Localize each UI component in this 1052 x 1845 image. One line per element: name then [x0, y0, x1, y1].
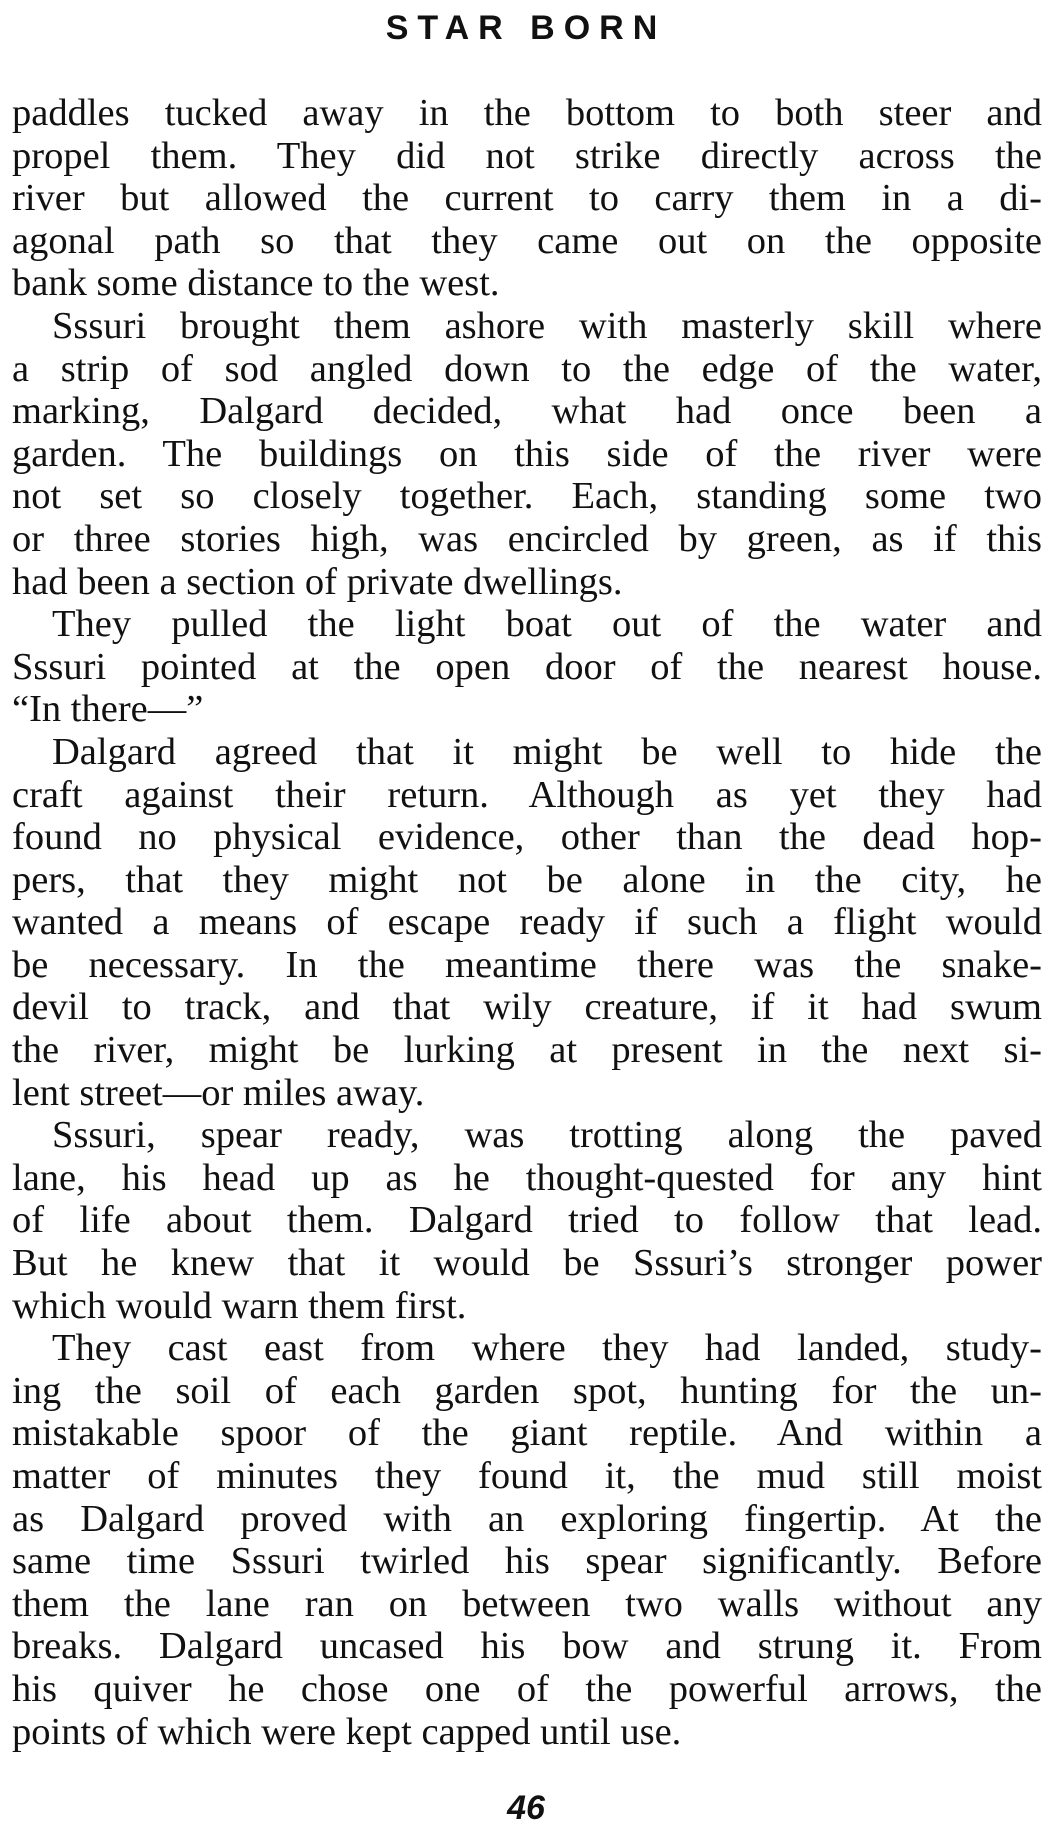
- text-line: agonal path so that they came out on the opposite: [12, 219, 1042, 262]
- body-text: [12, 92, 1042, 1753]
- page-number: 46: [507, 1789, 545, 1827]
- text-line: They cast east from where they had landed, study-: [52, 1327, 1042, 1370]
- paragraph: [12, 603, 1042, 731]
- paragraph: [12, 92, 1042, 305]
- text-line: river but allowed the current to carry them in a di-: [12, 177, 1042, 220]
- text-line: Sssuri brought them ashore with masterly skill where: [52, 304, 1042, 347]
- text-line: be necessary. In the meantime there was the snake-: [12, 943, 1042, 986]
- text-line: mistakable spoor of the giant reptile. And within a: [12, 1412, 1042, 1455]
- paragraph: [12, 1114, 1042, 1327]
- text-line: not set so closely together. Each, standing some two: [12, 475, 1042, 518]
- paragraph: [12, 305, 1042, 603]
- text-line: ing the soil of each garden spot, hunting for the un-: [12, 1369, 1042, 1412]
- running-head: STAR BORN: [385, 9, 667, 47]
- text-line: paddles tucked away in the bottom to both steer and: [12, 92, 1042, 134]
- text-line: But he knew that it would be Sssuri’s stronger power: [12, 1242, 1042, 1285]
- paragraph: [12, 731, 1042, 1114]
- text-line: had been a section of private dwellings.: [12, 560, 623, 603]
- text-line: pers, that they might not be alone in the city, he: [12, 858, 1042, 901]
- text-line: “In there—”: [12, 688, 204, 731]
- text-line: points of which were kept capped until use.: [12, 1710, 682, 1753]
- text-line: Dalgard agreed that it might be well to hide the: [52, 730, 1042, 773]
- paragraph: [12, 1327, 1042, 1753]
- text-line: matter of minutes they found it, the mud still moist: [12, 1455, 1042, 1497]
- text-line: lent street—or miles away.: [12, 1071, 425, 1114]
- text-line: bank some distance to the west.: [12, 262, 500, 305]
- text-line: or three stories high, was encircled by green, as if this: [12, 517, 1042, 560]
- text-line: breaks. Dalgard uncased his bow and strung it. From: [12, 1625, 1042, 1668]
- text-line: marking, Dalgard decided, what had once been a: [12, 390, 1042, 433]
- text-line: as Dalgard proved with an exploring fingertip. At the: [12, 1497, 1042, 1540]
- text-line: Sssuri, spear ready, was trotting along the paved: [52, 1114, 1042, 1157]
- text-line: garden. The buildings on this side of the river were: [12, 432, 1042, 475]
- text-line: They pulled the light boat out of the water and: [52, 603, 1042, 646]
- text-line: craft against their return. Although as yet they had: [12, 773, 1042, 816]
- text-line: same time Sssuri twirled his spear significantly. Before: [12, 1540, 1042, 1583]
- text-line: which would warn them first.: [12, 1284, 467, 1327]
- text-line: devil to track, and that wily creature, if it had swum: [12, 986, 1042, 1029]
- text-line: his quiver he chose one of the powerful arrows, the: [12, 1667, 1042, 1710]
- text-line: a strip of sod angled down to the edge of the water,: [12, 347, 1042, 390]
- text-line: found no physical evidence, other than the dead hop-: [12, 816, 1042, 859]
- text-line: of life about them. Dalgard tried to follow that lead.: [12, 1199, 1042, 1242]
- text-line: lane, his head up as he thought-quested for any hint: [12, 1156, 1042, 1199]
- text-line: Sssuri pointed at the open door of the nearest house.: [12, 645, 1042, 688]
- text-line: them the lane ran on between two walls without any: [12, 1582, 1042, 1625]
- text-line: the river, might be lurking at present in the next si-: [12, 1029, 1042, 1072]
- text-line: wanted a means of escape ready if such a flight would: [12, 901, 1042, 944]
- text-line: propel them. They did not strike directly across the: [12, 134, 1042, 177]
